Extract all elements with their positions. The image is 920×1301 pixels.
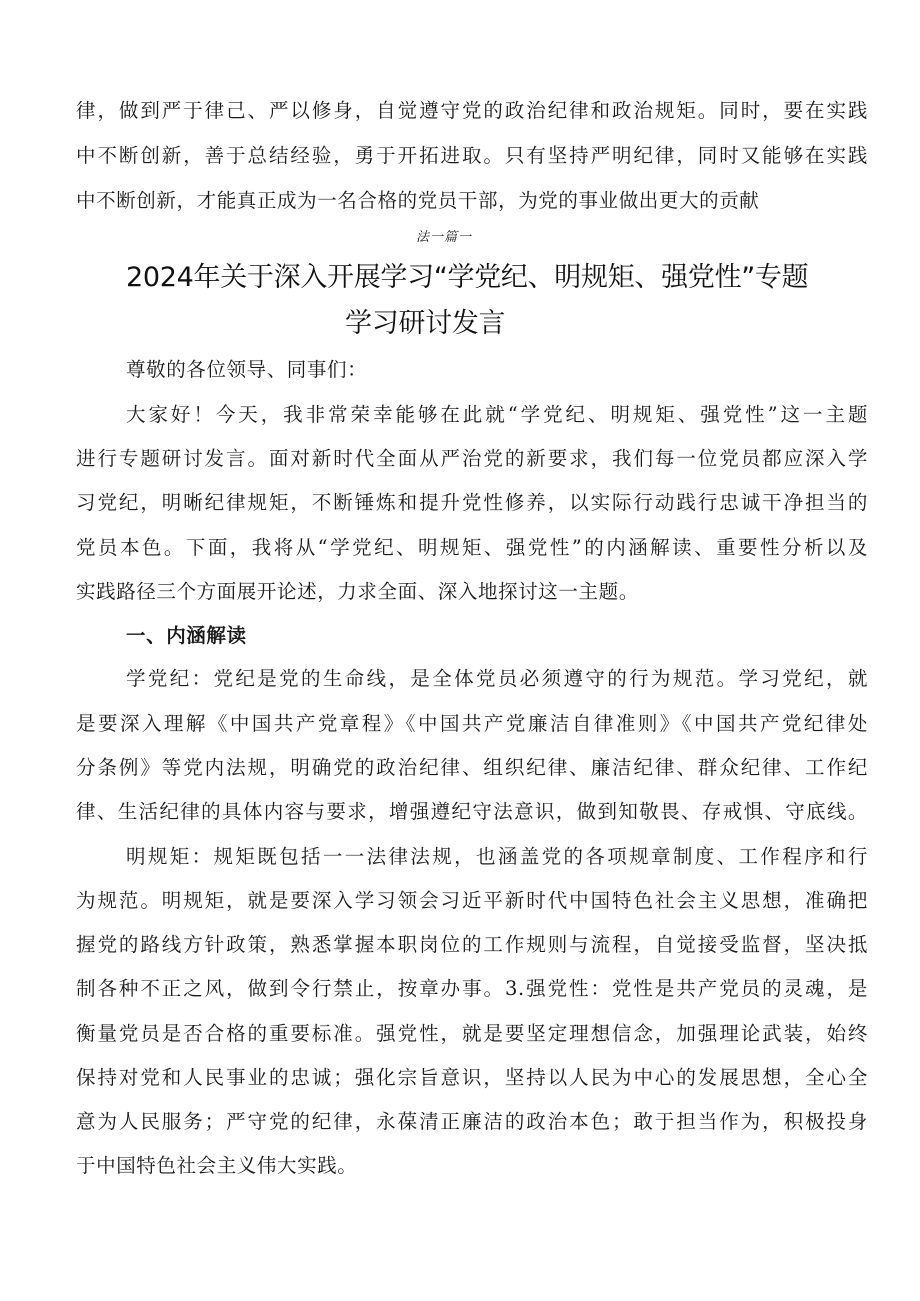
- intro-line: 大家好！今天，我非常荣幸能够在此就“学党纪、明规矩、强党性”这一主题: [126, 403, 868, 426]
- paragraph-line: 分条例》等党内法规，明确党的政治纪律、组织纪律、廉洁纪律、群众纪律、工作纪: [76, 756, 868, 779]
- paragraph-line: 为规范。明规矩，就是要深入学习领会习近平新时代中国特色社会主义思想，准确把: [76, 889, 868, 912]
- paragraph-line: 衡量党员是否合格的重要标准。强党性，就是要坚定理想信念，加强理论武装，始终: [76, 1022, 868, 1045]
- paragraph-line: 学党纪：党纪是党的生命线，是全体党员必须遵守的行为规范。学习党纪，就: [126, 667, 868, 690]
- paragraph-line: 是要深入理解《中国共产党章程》《中国共产党廉洁自律准则》《中国共产党纪律处: [76, 712, 868, 735]
- paragraph-line: 律、生活纪律的具体内容与要求，增强遵纪守法意识，做到知敬畏、存戒惧、守底线。: [76, 800, 868, 823]
- intro-line: 进行专题研讨发言。面对新时代全面从严治党的新要求，我们每一位党员都应深入学: [76, 447, 868, 470]
- intro-line: 党员本色。下面，我将从“学党纪、明规矩、强党性”的内涵解读、重要性分析以及: [76, 536, 868, 559]
- paragraph-line: 于中国特色社会主义伟大实践。: [76, 1154, 358, 1177]
- intro-line: 习党纪，明晰纪律规矩，不断锤炼和提升党性修养，以实际行动践行忠诚干净担当的: [76, 491, 868, 514]
- paragraph-line: 意为人民服务；严守党的纪律，永葆清正廉洁的政治本色；敢于担当作为，积极投身: [76, 1110, 868, 1133]
- document-title-line1: 2024年关于深入开展学习“学党纪、明规矩、强党性”专题: [126, 262, 809, 293]
- continuation-line: 中不断创新，才能真正成为一名合格的党员干部，为党的事业做出更大的贡献: [76, 189, 760, 212]
- continuation-line: 律，做到严于律己、严以修身，自觉遵守党的政治纪律和政治规矩。同时，要在实践: [76, 99, 868, 122]
- section-marker: 法一篇一: [416, 230, 473, 245]
- paragraph-line: 制各种不正之风，做到令行禁止，按章办事。3.强党性：党性是共产党员的灵魂，是: [76, 977, 868, 1000]
- intro-line: 实践路径三个方面展开论述，力求全面、深入地探讨这一主题。: [76, 580, 639, 603]
- document-title-line2: 学习研讨发言: [345, 308, 506, 339]
- continuation-line: 中不断创新，善于总结经验，勇于开拓进取。只有坚持严明纪律，同时又能够在实践: [76, 144, 868, 167]
- paragraph-line: 保持对党和人民事业的忠诚；强化宗旨意识，坚持以人民为中心的发展思想，全心全: [76, 1066, 868, 1089]
- paragraph-line: 明规矩：规矩既包括一一法律法规，也涵盖党的各项规章制度、工作程序和行: [126, 845, 868, 868]
- section-heading: 一、内涵解读: [126, 624, 247, 647]
- paragraph-line: 握党的路线方针政策，熟悉掌握本职岗位的工作规则与流程，自觉接受监督，坚决抵: [76, 933, 868, 956]
- salutation: 尊敬的各位领导、同事们：: [126, 358, 368, 381]
